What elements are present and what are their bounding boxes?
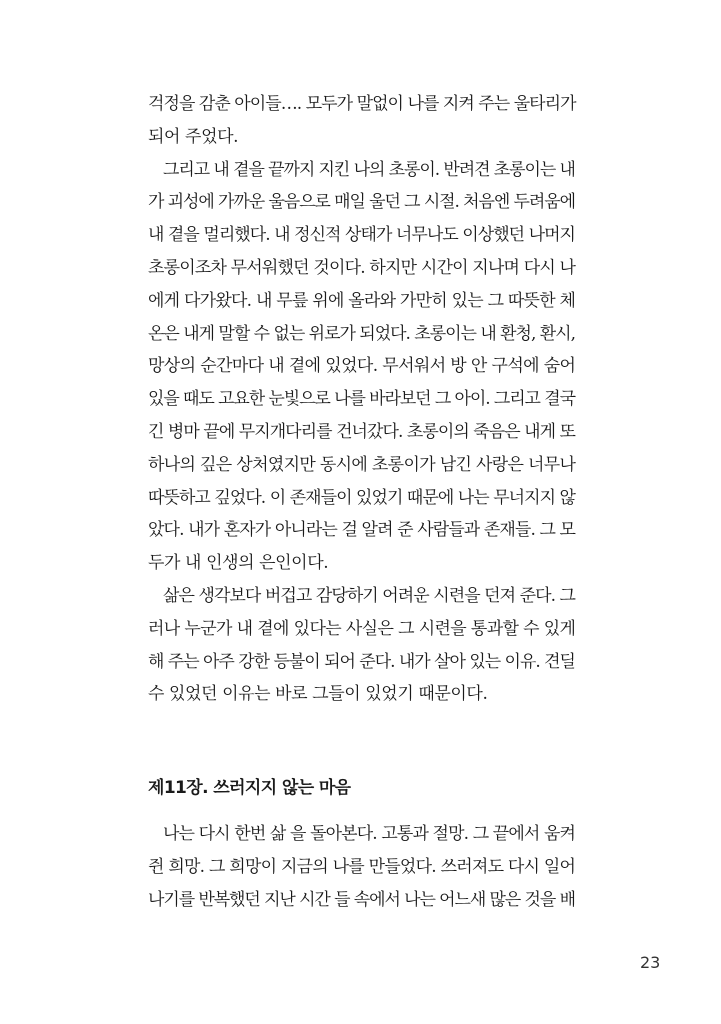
text-line: 망상의 순간마다 내 곁에 있었다. 무서워서 방 안 구석에 숨어 bbox=[148, 356, 576, 377]
text-line: 하나의 깊은 상처였지만 동시에 초롱이가 남긴 사랑은 너무나 bbox=[148, 454, 576, 475]
text-line: 나기를 반복했던 지난 시간 들 속에서 나는 어느새 많은 것을 배 bbox=[148, 889, 575, 910]
text-line: 삶은 생각보다 버겁고 감당하기 어려운 시련을 던져 준다. 그 bbox=[163, 585, 576, 606]
text-line: 나는 다시 한번 삶 을 돌아본다. 고통과 절망. 그 끝에서 움켜 bbox=[163, 824, 576, 844]
text-line: 가 괴성에 가까운 울음으로 매일 울던 그 시절. 처음엔 두려움에 bbox=[148, 192, 575, 213]
text-line: 에게 다가왔다. 내 무릎 위에 올라와 가만히 있는 그 따뜻한 체 bbox=[148, 290, 576, 311]
text-line: 되어 주었다. bbox=[148, 126, 239, 147]
text-line: 있을 때도 고요한 눈빛으로 나를 바라보던 그 아이. 그리고 결국 bbox=[148, 389, 575, 410]
text-line: 초롱이조차 무서워했던 것이다. 하지만 시간이 지나며 다시 나 bbox=[148, 257, 576, 278]
text-line: 해 주는 아주 강한 등불이 되어 준다. 내가 살아 있는 이유. 견딜 bbox=[148, 651, 575, 672]
text-line: 걱정을 감춘 아이들…. 모두가 말없이 나를 지켜 주는 울타리가 bbox=[148, 94, 576, 114]
text-line: 긴 병마 끝에 무지개다리를 건너갔다. 초롱이의 죽음은 내게 또 bbox=[148, 421, 576, 442]
text-line: 내 곁을 멀리했다. 내 정신적 상태가 너무나도 이상했던 나머지 bbox=[148, 225, 576, 246]
text-line: 수 있었던 이유는 바로 그들이 있었기 때문이다. bbox=[148, 684, 488, 705]
chapter-title: 제11장. 쓰러지지 않는 마음 bbox=[148, 778, 351, 798]
text-line: 따뜻하고 깊었다. 이 존재들이 있었기 때문에 나는 무너지지 않 bbox=[148, 487, 576, 508]
chapter-body-text bbox=[148, 818, 576, 916]
text-line: 러나 누군가 내 곁에 있다는 사실은 그 시련을 통과할 수 있게 bbox=[148, 618, 576, 639]
text-line: 그리고 내 곁을 끝까지 지킨 나의 초롱이. 반려견 초롱이는 내 bbox=[163, 159, 575, 180]
page-number: 23 bbox=[640, 953, 661, 972]
text-line: 두가 내 인생의 은인이다. bbox=[148, 553, 329, 574]
body-text bbox=[148, 88, 576, 711]
text-line: 쥔 희망. 그 희망이 지금의 나를 만들었다. 쓰러져도 다시 일어 bbox=[148, 856, 576, 877]
text-line: 온은 내게 말할 수 없는 위로가 되었다. 초롱이는 내 환청, 환시, bbox=[148, 323, 575, 344]
text-line: 았다. 내가 혼자가 아니라는 걸 알려 준 사람들과 존재들. 그 모 bbox=[148, 520, 576, 541]
